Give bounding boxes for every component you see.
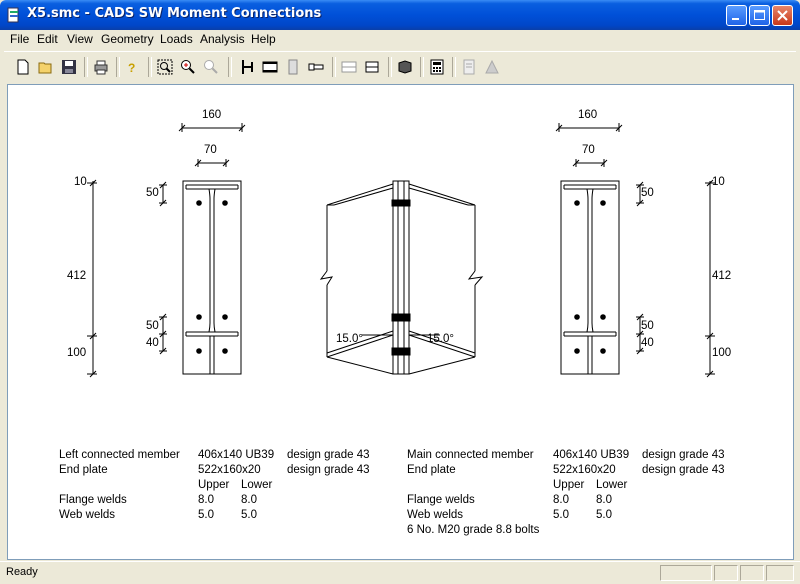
left-web-upper: 5.0 — [198, 509, 214, 521]
status-panel — [660, 565, 712, 581]
left-web-lower: 5.0 — [241, 509, 257, 521]
save-button[interactable] — [58, 56, 80, 78]
stiffener-icon — [364, 59, 380, 75]
report-button[interactable] — [458, 56, 480, 78]
minimize-button[interactable] — [726, 5, 747, 26]
check-icon — [397, 59, 413, 75]
zoom-out-button[interactable] — [200, 56, 222, 78]
zoom-in-button[interactable] — [177, 56, 199, 78]
left-upper-header: Upper — [198, 479, 230, 491]
right-dim-b: 50 — [641, 320, 654, 332]
right-bottom-dim: 100 — [712, 347, 732, 359]
right-flange-lower: 8.0 — [596, 494, 612, 506]
menu-geometry[interactable]: Geometry — [101, 32, 154, 46]
left-gauge-dim: 70 — [204, 144, 217, 156]
print-button[interactable] — [90, 56, 112, 78]
status-panel — [740, 565, 764, 581]
open-icon — [38, 59, 54, 75]
right-member-value: 406x140 UB39 — [553, 449, 630, 461]
angle-right: 15.0° — [427, 333, 454, 345]
right-end-plate-view — [556, 123, 715, 377]
left-top-dim: 10 — [74, 176, 87, 188]
toolbar-separator — [388, 57, 392, 77]
right-member-label: Main connected member — [407, 449, 534, 461]
right-plate-grade: design grade 43 — [642, 464, 725, 476]
menu-analysis[interactable]: Analysis — [200, 32, 245, 46]
design-icon — [484, 59, 500, 75]
new-button[interactable] — [12, 56, 34, 78]
column-button[interactable] — [236, 56, 258, 78]
left-width-dim: 160 — [202, 109, 222, 121]
help-icon — [125, 59, 141, 75]
close-button[interactable] — [772, 5, 793, 26]
right-width-dim: 160 — [578, 109, 598, 121]
design-button[interactable] — [481, 56, 503, 78]
right-plate-label: End plate — [407, 464, 456, 476]
toolbar-separator — [420, 57, 424, 77]
open-button[interactable] — [35, 56, 57, 78]
bolt-spec: 6 No. M20 grade 8.8 bolts — [407, 524, 540, 536]
print-icon — [93, 59, 109, 75]
close-icon — [773, 6, 792, 25]
right-lower-header: Lower — [596, 479, 628, 491]
report-icon — [461, 59, 477, 75]
toolbar-separator — [116, 57, 120, 77]
left-member-grade: design grade 43 — [287, 449, 370, 461]
app-icon — [7, 7, 21, 23]
column-icon — [239, 59, 255, 75]
calculator-button[interactable] — [426, 56, 448, 78]
right-upper-header: Upper — [553, 479, 585, 491]
zoom-in-icon — [180, 59, 196, 75]
toolbar — [4, 51, 796, 82]
zoom-window-icon — [157, 59, 173, 75]
left-dim-a: 50 — [146, 187, 159, 199]
save-icon — [61, 59, 77, 75]
menu-bar — [4, 30, 796, 50]
menu-loads[interactable]: Loads — [160, 32, 193, 46]
status-panel — [766, 565, 794, 581]
left-web-label: Web welds — [59, 509, 116, 521]
right-dim-a: 50 — [641, 187, 654, 199]
stiffener-button[interactable] — [361, 56, 383, 78]
elevation-view — [321, 181, 482, 374]
left-flange-lower: 8.0 — [241, 494, 257, 506]
zoom-window-button[interactable] — [154, 56, 176, 78]
left-flange-upper: 8.0 — [198, 494, 214, 506]
toolbar-separator — [84, 57, 88, 77]
toolbar-separator — [228, 57, 232, 77]
status-text: Ready — [6, 566, 38, 578]
menu-file[interactable]: File — [10, 32, 30, 46]
maximize-icon — [750, 6, 769, 25]
toolbar-separator — [332, 57, 336, 77]
left-flange-label: Flange welds — [59, 494, 127, 506]
svg-text:?: ? — [128, 61, 136, 75]
right-flange-label: Flange welds — [407, 494, 475, 506]
right-web-label: Web welds — [407, 509, 464, 521]
menu-view[interactable]: View — [67, 32, 93, 46]
calculator-icon — [429, 59, 445, 75]
status-panel — [714, 565, 738, 581]
title-bar[interactable] — [0, 0, 800, 30]
left-member-value: 406x140 UB39 — [198, 449, 275, 461]
left-dim-b: 50 — [146, 320, 159, 332]
right-member-grade: design grade 43 — [642, 449, 725, 461]
haunch-button[interactable] — [338, 56, 360, 78]
minimize-icon — [727, 6, 746, 25]
status-bar — [0, 561, 800, 584]
check-button[interactable] — [394, 56, 416, 78]
beam-icon — [262, 59, 278, 75]
window-title: X5.smc - CADS SW Moment Connections — [27, 6, 322, 21]
left-member-label: Left connected member — [59, 449, 180, 461]
angle-left: 15.0° — [336, 333, 363, 345]
plate-button[interactable] — [282, 56, 304, 78]
menu-help[interactable]: Help — [251, 32, 276, 46]
right-dim-c: 40 — [641, 337, 654, 349]
right-web-lower: 5.0 — [596, 509, 612, 521]
left-end-plate-view — [87, 123, 245, 377]
left-plate-value: 522x160x20 — [198, 464, 261, 476]
maximize-button[interactable] — [749, 5, 770, 26]
left-plate-grade: design grade 43 — [287, 464, 370, 476]
beam-button[interactable] — [259, 56, 281, 78]
plate-icon — [285, 59, 301, 75]
menu-edit[interactable]: Edit — [37, 32, 58, 46]
bolt-button[interactable] — [305, 56, 327, 78]
right-gauge-dim: 70 — [582, 144, 595, 156]
connection-drawing — [8, 85, 794, 560]
right-top-dim: 10 — [712, 176, 725, 188]
left-bottom-dim: 100 — [67, 347, 87, 359]
toolbar-separator — [452, 57, 456, 77]
left-dim-c: 40 — [146, 337, 159, 349]
left-lower-header: Lower — [241, 479, 273, 491]
help-button[interactable] — [122, 56, 144, 78]
bolt-icon — [308, 59, 324, 75]
right-flange-upper: 8.0 — [553, 494, 569, 506]
zoom-out-icon — [203, 59, 219, 75]
right-main-dim: 412 — [712, 270, 732, 282]
right-plate-value: 522x160x20 — [553, 464, 616, 476]
new-icon — [15, 59, 31, 75]
toolbar-separator — [148, 57, 152, 77]
left-plate-label: End plate — [59, 464, 108, 476]
haunch-icon — [341, 59, 357, 75]
right-web-upper: 5.0 — [553, 509, 569, 521]
left-main-dim: 412 — [67, 270, 87, 282]
drawing-canvas[interactable] — [7, 84, 794, 560]
